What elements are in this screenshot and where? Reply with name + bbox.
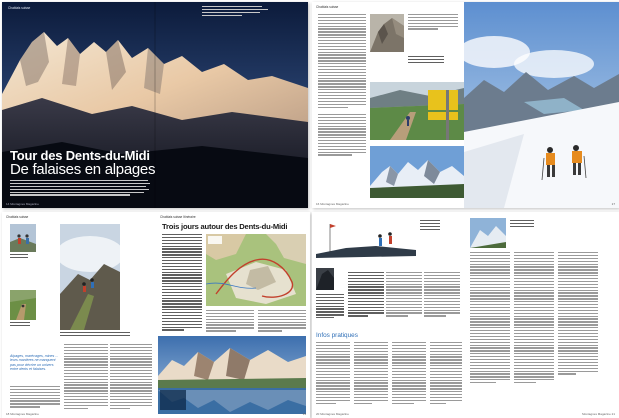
map-caption-text bbox=[206, 310, 254, 333]
folio-20: 20 Montagnes Magazine bbox=[316, 412, 349, 416]
hikers-on-ridge-photo bbox=[10, 224, 36, 252]
body-column-2 bbox=[318, 114, 366, 157]
body-column-mid bbox=[64, 344, 108, 410]
page-21 bbox=[464, 212, 619, 418]
folio-18: 18 Montagnes Magazine bbox=[6, 412, 39, 416]
info-right-column-2 bbox=[514, 252, 554, 385]
body-column-right bbox=[110, 344, 152, 410]
snowy-peaks-photo bbox=[370, 146, 464, 198]
steps-column-1 bbox=[316, 294, 344, 320]
body-column-1 bbox=[318, 14, 366, 109]
info-column-2 bbox=[354, 342, 388, 406]
folio-16: 16 Montagnes Magazine bbox=[316, 202, 349, 206]
folio-17: 17 bbox=[611, 202, 615, 206]
folio-21: Montagnes Magazine 21 bbox=[582, 412, 615, 416]
dark-rock-photo bbox=[316, 268, 334, 290]
info-column-3 bbox=[392, 342, 426, 406]
green-valley-photo bbox=[10, 290, 36, 320]
intro-text bbox=[10, 180, 150, 197]
info-column-4 bbox=[430, 342, 462, 406]
pull-quote: Alpages, marécages, mines ... leurs manières ne manquent pas pour décrire un univers entre dents et falaises. bbox=[10, 354, 59, 371]
spread-itinerary bbox=[2, 212, 310, 418]
rubric: Chablais suisse bbox=[316, 5, 339, 9]
steps-column-4 bbox=[424, 272, 460, 318]
route-map bbox=[206, 234, 306, 306]
page-19 bbox=[156, 212, 310, 418]
spread-second bbox=[312, 2, 619, 208]
itinerary-title: Trois jours autour des Dents-du-Midi bbox=[162, 222, 288, 231]
steps-column-2 bbox=[348, 272, 384, 318]
trail-signpost-photo bbox=[370, 82, 464, 140]
folio-19: 19 bbox=[302, 412, 306, 416]
summit-cloud-photo bbox=[60, 224, 120, 330]
itinerary-column bbox=[162, 234, 202, 332]
rubric-right: Chablais suisse Itinéraire bbox=[160, 215, 196, 219]
ridge-silhouette-photo bbox=[316, 218, 416, 266]
rock-cliff-photo bbox=[370, 14, 404, 52]
page-20 bbox=[312, 212, 464, 418]
hikers-snowfield-photo bbox=[464, 2, 619, 208]
folio-left: 14 Montagnes Magazine bbox=[6, 202, 39, 206]
small-peak-photo bbox=[470, 218, 506, 248]
sidebar-text bbox=[408, 14, 458, 31]
info-heading: Infos pratiques bbox=[316, 332, 358, 339]
map-caption-text-2 bbox=[258, 310, 306, 333]
spread-opening bbox=[2, 2, 308, 208]
info-column-1 bbox=[316, 342, 350, 406]
lake-reflection-photo bbox=[158, 336, 306, 414]
spread-practical-info bbox=[312, 212, 619, 418]
info-right-column-3 bbox=[558, 252, 598, 376]
info-right-column-1 bbox=[470, 252, 510, 385]
feature-title: Tour des Dents-du-Midi bbox=[10, 148, 150, 163]
body-column-left bbox=[10, 386, 60, 409]
page-16 bbox=[312, 2, 464, 208]
steps-column-3 bbox=[386, 272, 422, 318]
page-18 bbox=[2, 212, 156, 418]
feature-subtitle: De falaises en alpages bbox=[10, 161, 156, 178]
opening-rubric: Chablais suisse bbox=[8, 6, 31, 10]
rubric-left: Chablais suisse bbox=[6, 215, 29, 219]
